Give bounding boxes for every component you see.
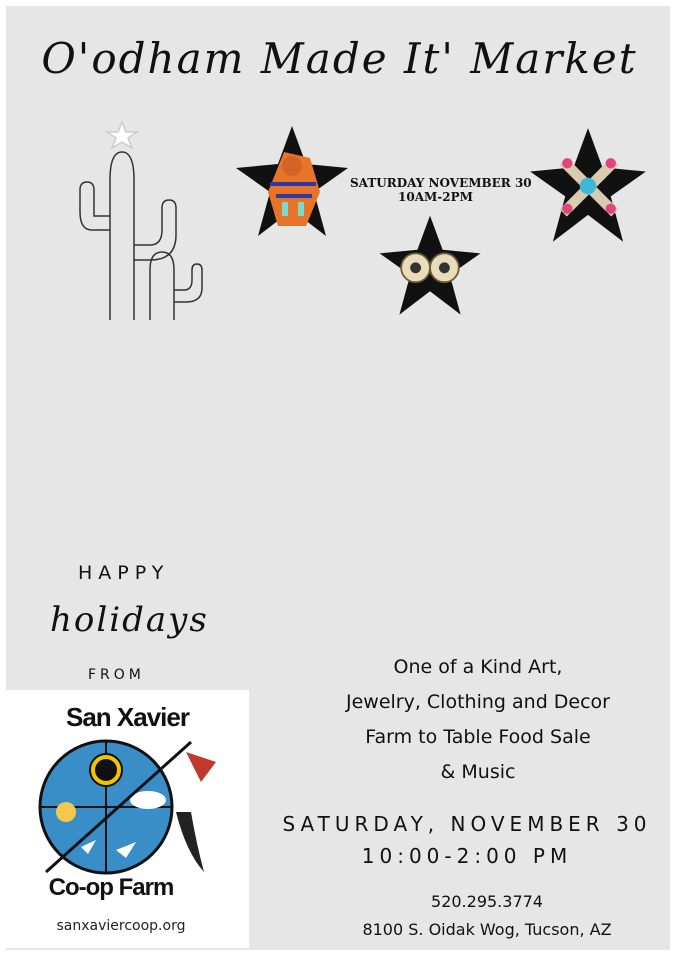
- market-title: O'odham Made It' Market: [41, 34, 638, 83]
- greeting-from: FROM: [88, 667, 145, 683]
- star-photo-earrings-icon: [376, 212, 484, 320]
- event-date-block: [282, 808, 652, 872]
- star-event-date: [350, 176, 532, 204]
- star-date-line: SATURDAY NOVEMBER 30: [350, 176, 532, 190]
- contact-phone[interactable]: 520.295.3774: [431, 892, 543, 911]
- star-photo-doll-icon: [232, 122, 352, 242]
- logo-name-bottom: Co-op Farm: [48, 874, 174, 901]
- star-time-line: 10AM-2PM: [398, 190, 473, 204]
- cactus-icon: [70, 120, 205, 330]
- feature-line: One of a Kind Art,: [393, 656, 563, 678]
- contact-block: [322, 888, 652, 944]
- feature-line: Jewelry, Clothing and Decor: [345, 691, 610, 713]
- co-op-farm-logo: [6, 690, 249, 948]
- logo-website-link[interactable]: sanxaviercoop.org: [56, 918, 186, 934]
- greeting-happy: HAPPY: [78, 562, 170, 584]
- contact-address: 8100 S. Oidak Wog, Tucson, AZ: [362, 920, 612, 939]
- feature-line: Farm to Table Food Sale: [365, 726, 591, 748]
- event-time: 10:00-2:00 PM: [361, 844, 573, 868]
- star-photo-cross-icon: [526, 124, 650, 248]
- event-date: SATURDAY, NOVEMBER 30: [282, 812, 652, 836]
- feature-line: & Music: [440, 761, 516, 783]
- medicine-wheel-icon: [26, 732, 226, 882]
- logo-name-top: San Xavier: [66, 702, 189, 732]
- greeting-holidays: holidays: [50, 600, 209, 640]
- features-list: [308, 650, 648, 790]
